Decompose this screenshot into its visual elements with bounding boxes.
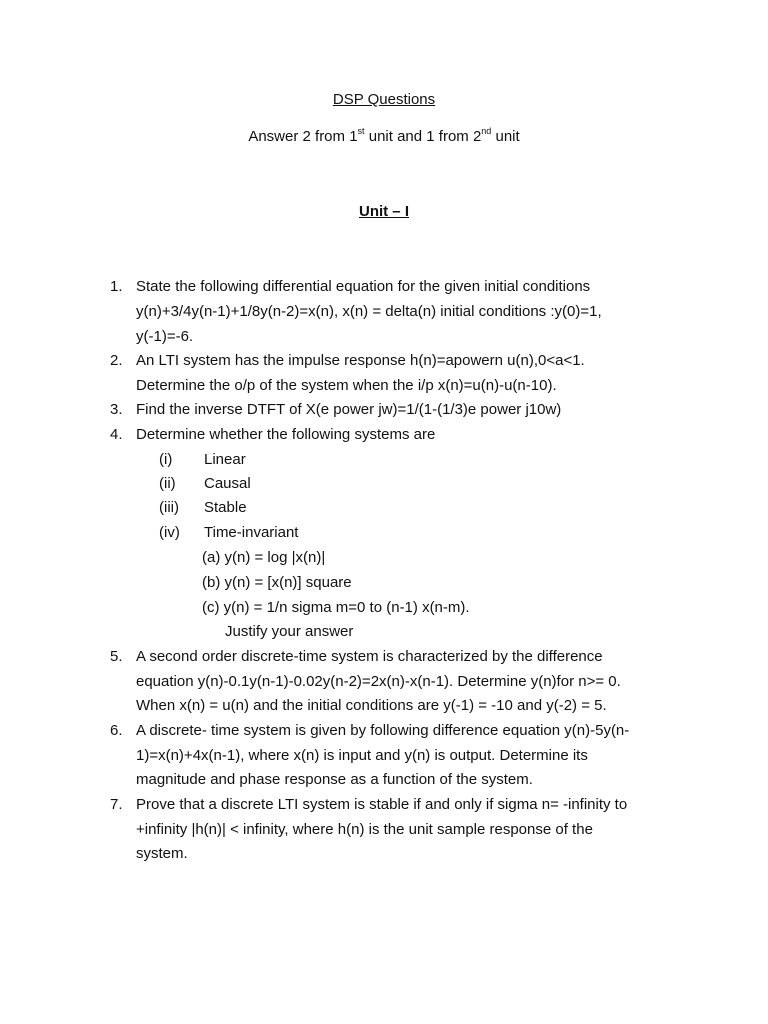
system-equation: (a) y(n) = log |x(n)| [202,549,326,566]
question-line: y(-1)=-6. [136,328,194,345]
system-equation: (c) y(n) = 1/n sigma m=0 to (n-1) x(n-m). [202,599,470,616]
question-line: +infinity |h(n)| < infinity, where h(n) is the unit sample response of the [136,821,593,838]
question-number: 7. [110,796,123,813]
question-line: Find the inverse DTFT of X(e power jw)=1/(1-(1/3)e power j10w) [136,401,562,418]
question-line: State the following differential equation for the given initial conditions [136,278,591,295]
question-line: system. [136,845,188,862]
question-line: An LTI system has the impulse response h(n)=apowern u(n),0<a<1. [136,352,585,369]
question-line: y(n)+3/4y(n-1)+1/8y(n-2)=x(n), x(n) = delta(n) initial conditions :y(0)=1, [136,303,602,320]
instruction-sup2: nd [481,126,492,136]
property-label: Time-invariant [204,524,299,541]
question-number: 3. [110,401,123,418]
roman-numeral: (ii) [159,475,176,492]
roman-numeral: (iii) [159,499,179,516]
roman-numeral: (i) [159,451,173,468]
question-number: 4. [110,426,123,443]
instruction-part2: unit and 1 from 2 [364,128,482,145]
question-number: 1. [110,278,123,295]
question-line: equation y(n)-0.1y(n-1)-0.02y(n-2)=2x(n)-x(n-1). Determine y(n)for n>= 0. [136,673,621,690]
question-line: 1)=x(n)+4x(n-1), where x(n) is input and y(n) is output. Determine its [136,747,588,764]
roman-numeral: (iv) [159,524,180,541]
question-line: A discrete- time system is given by following difference equation y(n)-5y(n- [136,722,630,739]
question-line: Determine the o/p of the system when the i/p x(n)=u(n)-u(n-10). [136,377,557,394]
question-line: A second order discrete-time system is characterized by the difference [136,648,603,665]
property-label: Linear [204,451,246,468]
question-line: Determine whether the following systems are [136,426,436,443]
instruction-line [0,128,768,145]
justify-note: Justify your answer [225,623,354,640]
unit-heading: Unit – I [358,203,409,220]
question-line: When x(n) = u(n) and the initial conditions are y(-1) = -10 and y(-2) = 5. [136,697,607,714]
document-title: DSP Questions [332,91,436,108]
system-equation: (b) y(n) = [x(n)] square [202,574,352,591]
property-label: Stable [204,499,247,516]
question-number: 5. [110,648,123,665]
question-line: Prove that a discrete LTI system is stable if and only if sigma n= -infinity to [136,796,628,813]
question-line: magnitude and phase response as a function of the system. [136,771,533,788]
instruction-part3: unit [491,128,520,145]
property-label: Causal [204,475,251,492]
instruction-sup1: st [357,126,365,136]
question-number: 2. [110,352,123,369]
instruction-part1: Answer 2 from 1 [248,128,358,145]
question-number: 6. [110,722,123,739]
